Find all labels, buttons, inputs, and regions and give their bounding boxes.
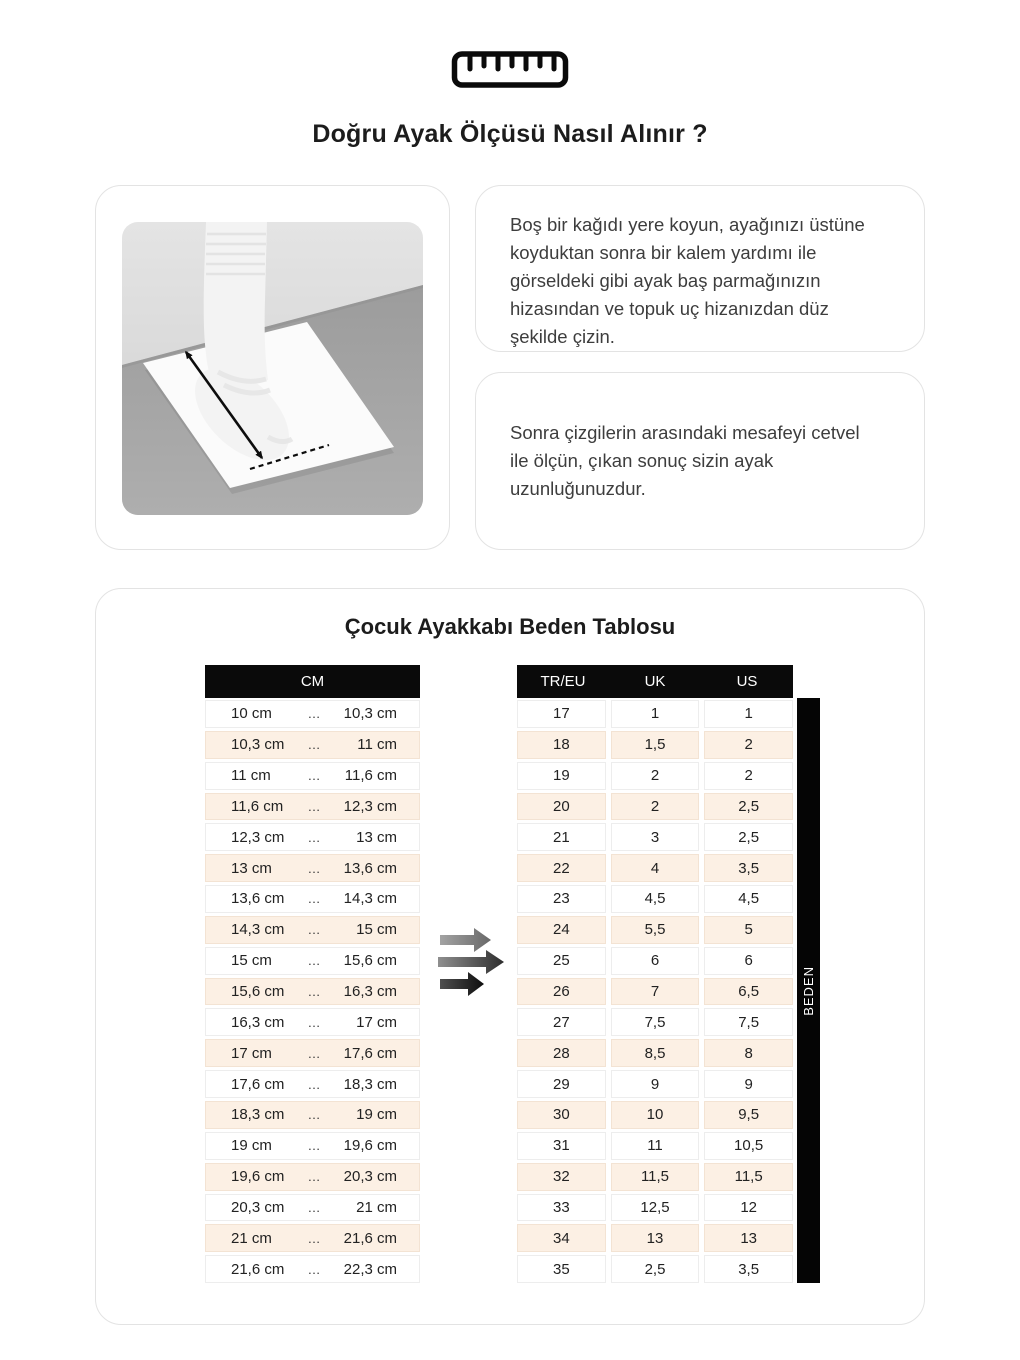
cm-table-row bbox=[205, 1194, 420, 1222]
cm-table-rows bbox=[205, 700, 420, 1283]
size-table-row bbox=[517, 1039, 793, 1067]
size-cell-us: 4,5 bbox=[704, 885, 793, 913]
cm-range-from: 13 cm bbox=[231, 859, 272, 877]
cm-table-row bbox=[205, 1039, 420, 1067]
cm-table-row bbox=[205, 1255, 420, 1283]
size-cell-uk: 10 bbox=[611, 1101, 700, 1129]
size-cell-tr-eu: 34 bbox=[517, 1224, 606, 1252]
cm-range-from: 19,6 cm bbox=[231, 1168, 285, 1186]
cm-range-to: 13,6 cm bbox=[343, 859, 397, 877]
size-cell-us: 7,5 bbox=[704, 1008, 793, 1036]
instruction-step-2-text: Sonra çizgilerin arasındaki mesafeyi cetvel ile ölçün, çıkan sonuç sizin ayak uzunluğunuzdur. bbox=[510, 421, 860, 500]
size-cell-uk: 11 bbox=[611, 1132, 700, 1160]
size-cell-us: 8 bbox=[704, 1039, 793, 1067]
size-cell-us: 2 bbox=[704, 731, 793, 759]
cm-header-label: CM bbox=[300, 673, 325, 690]
size-table-row bbox=[517, 823, 793, 851]
size-cell-tr-eu: 28 bbox=[517, 1039, 606, 1067]
size-cell-tr-eu: 27 bbox=[517, 1008, 606, 1036]
cm-range-from: 16,3 cm bbox=[231, 1013, 285, 1031]
size-cell-uk: 7,5 bbox=[611, 1008, 700, 1036]
size-cell-us: 11,5 bbox=[704, 1163, 793, 1191]
size-cell-uk: 8,5 bbox=[611, 1039, 700, 1067]
size-table-row bbox=[517, 1008, 793, 1036]
size-cell-us: 3,5 bbox=[704, 854, 793, 882]
size-table-row bbox=[517, 916, 793, 944]
cm-range-separator: … bbox=[307, 1261, 321, 1277]
cm-table-row bbox=[205, 1070, 420, 1098]
size-cell-tr-eu: 22 bbox=[517, 854, 606, 882]
cm-table-row bbox=[205, 916, 420, 944]
cm-table-row bbox=[205, 947, 420, 975]
size-cell-uk: 2,5 bbox=[611, 1255, 700, 1283]
size-cell-uk: 3 bbox=[611, 823, 700, 851]
cm-range-to: 16,3 cm bbox=[343, 983, 397, 1001]
size-table-header bbox=[517, 665, 793, 698]
cm-table-row bbox=[205, 978, 420, 1006]
cm-range-from: 13,6 cm bbox=[231, 890, 285, 908]
cm-range-to: 19 cm bbox=[356, 1106, 397, 1124]
size-cell-us: 1 bbox=[704, 700, 793, 728]
size-header-uk: UK bbox=[644, 673, 666, 690]
cm-range-separator: … bbox=[307, 1138, 321, 1154]
size-header-tr-eu: TR/EU bbox=[540, 673, 586, 690]
cm-table-row bbox=[205, 854, 420, 882]
size-cell-tr-eu: 17 bbox=[517, 700, 606, 728]
size-table-row bbox=[517, 947, 793, 975]
cm-range-to: 11 cm bbox=[357, 736, 397, 754]
cm-range-to: 14,3 cm bbox=[343, 890, 397, 908]
size-cell-tr-eu: 25 bbox=[517, 947, 606, 975]
cm-range-to: 12,3 cm bbox=[343, 797, 397, 815]
size-cell-us: 6 bbox=[704, 947, 793, 975]
size-cell-uk: 7 bbox=[611, 978, 700, 1006]
cm-range-to: 15 cm bbox=[356, 921, 397, 939]
size-cell-tr-eu: 35 bbox=[517, 1255, 606, 1283]
size-table-row bbox=[517, 978, 793, 1006]
cm-range-from: 11 cm bbox=[231, 767, 271, 785]
cm-range-separator: … bbox=[307, 1199, 321, 1215]
size-table-row bbox=[517, 793, 793, 821]
cm-range-separator: … bbox=[307, 953, 321, 969]
cm-range-to: 21,6 cm bbox=[343, 1229, 397, 1247]
size-conversion-table bbox=[517, 665, 793, 1283]
cm-range-separator: … bbox=[307, 1169, 321, 1185]
cm-table-header bbox=[205, 665, 420, 698]
cm-range-separator: … bbox=[307, 984, 321, 1000]
cm-range-to: 20,3 cm bbox=[343, 1168, 397, 1186]
size-cell-us: 13 bbox=[704, 1224, 793, 1252]
size-cell-uk: 4,5 bbox=[611, 885, 700, 913]
cm-table-row bbox=[205, 762, 420, 790]
size-cell-us: 6,5 bbox=[704, 978, 793, 1006]
cm-range-from: 11,6 cm bbox=[231, 797, 284, 815]
size-table-row bbox=[517, 731, 793, 759]
size-cell-tr-eu: 30 bbox=[517, 1101, 606, 1129]
beden-side-bar bbox=[797, 698, 820, 1283]
size-cell-us: 2 bbox=[704, 762, 793, 790]
measurement-photo-card bbox=[95, 185, 450, 550]
cm-range-from: 20,3 cm bbox=[231, 1198, 285, 1216]
size-cell-uk: 1 bbox=[611, 700, 700, 728]
transfer-arrows-icon bbox=[436, 918, 510, 998]
cm-table-row bbox=[205, 731, 420, 759]
ruler-icon bbox=[451, 50, 569, 90]
size-table-row bbox=[517, 1255, 793, 1283]
cm-range-from: 19 cm bbox=[231, 1137, 272, 1155]
size-cell-us: 9 bbox=[704, 1070, 793, 1098]
beden-side-label: BEDEN bbox=[801, 965, 816, 1016]
cm-table-row bbox=[205, 1163, 420, 1191]
size-chart-title: Çocuk Ayakkabı Beden Tablosu bbox=[344, 614, 676, 639]
size-table-rows bbox=[517, 700, 793, 1283]
cm-range-to: 21 cm bbox=[356, 1198, 397, 1216]
cm-range-from: 15 cm bbox=[231, 952, 272, 970]
cm-range-separator: … bbox=[307, 798, 321, 814]
cm-range-to: 15,6 cm bbox=[343, 952, 397, 970]
size-cell-uk: 2 bbox=[611, 793, 700, 821]
size-cell-uk: 2 bbox=[611, 762, 700, 790]
cm-table-row bbox=[205, 793, 420, 821]
size-table-row bbox=[517, 885, 793, 913]
cm-range-to: 11,6 cm bbox=[344, 767, 397, 785]
size-table-row bbox=[517, 1163, 793, 1191]
cm-range-from: 18,3 cm bbox=[231, 1106, 285, 1124]
instruction-step-2-card bbox=[475, 372, 925, 550]
size-cell-tr-eu: 21 bbox=[517, 823, 606, 851]
size-table-row bbox=[517, 1224, 793, 1252]
cm-range-to: 13 cm bbox=[356, 828, 397, 846]
size-cell-us: 3,5 bbox=[704, 1255, 793, 1283]
instruction-step-1-card bbox=[475, 185, 925, 352]
size-table-row bbox=[517, 1132, 793, 1160]
cm-table-row bbox=[205, 823, 420, 851]
cm-range-separator: … bbox=[307, 829, 321, 845]
size-cell-us: 12 bbox=[704, 1194, 793, 1222]
size-cell-uk: 4 bbox=[611, 854, 700, 882]
cm-range-separator: … bbox=[307, 891, 321, 907]
cm-range-to: 18,3 cm bbox=[343, 1075, 397, 1093]
cm-range-from: 10 cm bbox=[231, 705, 272, 723]
size-cell-us: 10,5 bbox=[704, 1132, 793, 1160]
size-cell-uk: 13 bbox=[611, 1224, 700, 1252]
cm-range-separator: … bbox=[307, 1107, 321, 1123]
size-table-row bbox=[517, 1101, 793, 1129]
size-cell-uk: 11,5 bbox=[611, 1163, 700, 1191]
size-cell-us: 9,5 bbox=[704, 1101, 793, 1129]
cm-range-separator: … bbox=[307, 922, 321, 938]
cm-table-row bbox=[205, 700, 420, 728]
cm-table-row bbox=[205, 1132, 420, 1160]
size-cell-uk: 1,5 bbox=[611, 731, 700, 759]
size-cell-uk: 12,5 bbox=[611, 1194, 700, 1222]
cm-range-separator: … bbox=[307, 860, 321, 876]
cm-range-to: 19,6 cm bbox=[343, 1137, 397, 1155]
size-cell-us: 5 bbox=[704, 916, 793, 944]
cm-range-from: 12,3 cm bbox=[231, 828, 285, 846]
cm-range-table bbox=[205, 665, 420, 1283]
size-table-row bbox=[517, 1194, 793, 1222]
size-cell-us: 2,5 bbox=[704, 823, 793, 851]
cm-range-to: 17,6 cm bbox=[343, 1044, 397, 1062]
cm-table-row bbox=[205, 1008, 420, 1036]
size-cell-tr-eu: 19 bbox=[517, 762, 606, 790]
cm-range-separator: … bbox=[307, 1014, 321, 1030]
size-cell-uk: 5,5 bbox=[611, 916, 700, 944]
cm-range-from: 14,3 cm bbox=[231, 921, 285, 939]
size-table-row bbox=[517, 1070, 793, 1098]
cm-table-row bbox=[205, 885, 420, 913]
cm-range-from: 21,6 cm bbox=[231, 1260, 285, 1278]
size-cell-tr-eu: 24 bbox=[517, 916, 606, 944]
cm-range-from: 10,3 cm bbox=[231, 736, 285, 754]
cm-range-separator: … bbox=[307, 1230, 321, 1246]
cm-range-separator: … bbox=[307, 737, 321, 753]
cm-range-from: 17,6 cm bbox=[231, 1075, 285, 1093]
size-cell-us: 2,5 bbox=[704, 793, 793, 821]
instruction-step-1-text: Boş bir kağıdı yere koyun, ayağınızı üstüne koyduktan sonra bir kalem yardımı ile görseldeki gibi ayak baş parmağınızın hizasından ve topuk uç hizanızdan düz şekilde çizin. bbox=[510, 214, 865, 348]
size-cell-tr-eu: 32 bbox=[517, 1163, 606, 1191]
size-table-row bbox=[517, 700, 793, 728]
size-table-row bbox=[517, 854, 793, 882]
size-cell-tr-eu: 23 bbox=[517, 885, 606, 913]
cm-table-row bbox=[205, 1224, 420, 1252]
cm-range-separator: … bbox=[307, 1076, 321, 1092]
size-header-us: US bbox=[736, 673, 758, 690]
cm-range-from: 17 cm bbox=[231, 1044, 272, 1062]
size-cell-tr-eu: 31 bbox=[517, 1132, 606, 1160]
cm-range-from: 21 cm bbox=[231, 1229, 272, 1247]
cm-range-to: 10,3 cm bbox=[343, 705, 397, 723]
cm-table-row bbox=[205, 1101, 420, 1129]
cm-range-separator: … bbox=[307, 706, 321, 722]
size-cell-tr-eu: 20 bbox=[517, 793, 606, 821]
size-cell-uk: 9 bbox=[611, 1070, 700, 1098]
size-cell-tr-eu: 33 bbox=[517, 1194, 606, 1222]
page-title: Doğru Ayak Ölçüsü Nasıl Alınır ? bbox=[312, 120, 708, 148]
cm-range-to: 17 cm bbox=[356, 1013, 397, 1031]
foot-measurement-photo bbox=[122, 222, 423, 515]
size-cell-uk: 6 bbox=[611, 947, 700, 975]
cm-range-separator: … bbox=[307, 768, 321, 784]
cm-range-to: 22,3 cm bbox=[343, 1260, 397, 1278]
cm-range-separator: … bbox=[307, 1045, 321, 1061]
cm-range-from: 15,6 cm bbox=[231, 983, 285, 1001]
size-cell-tr-eu: 29 bbox=[517, 1070, 606, 1098]
size-cell-tr-eu: 26 bbox=[517, 978, 606, 1006]
size-cell-tr-eu: 18 bbox=[517, 731, 606, 759]
size-table-row bbox=[517, 762, 793, 790]
